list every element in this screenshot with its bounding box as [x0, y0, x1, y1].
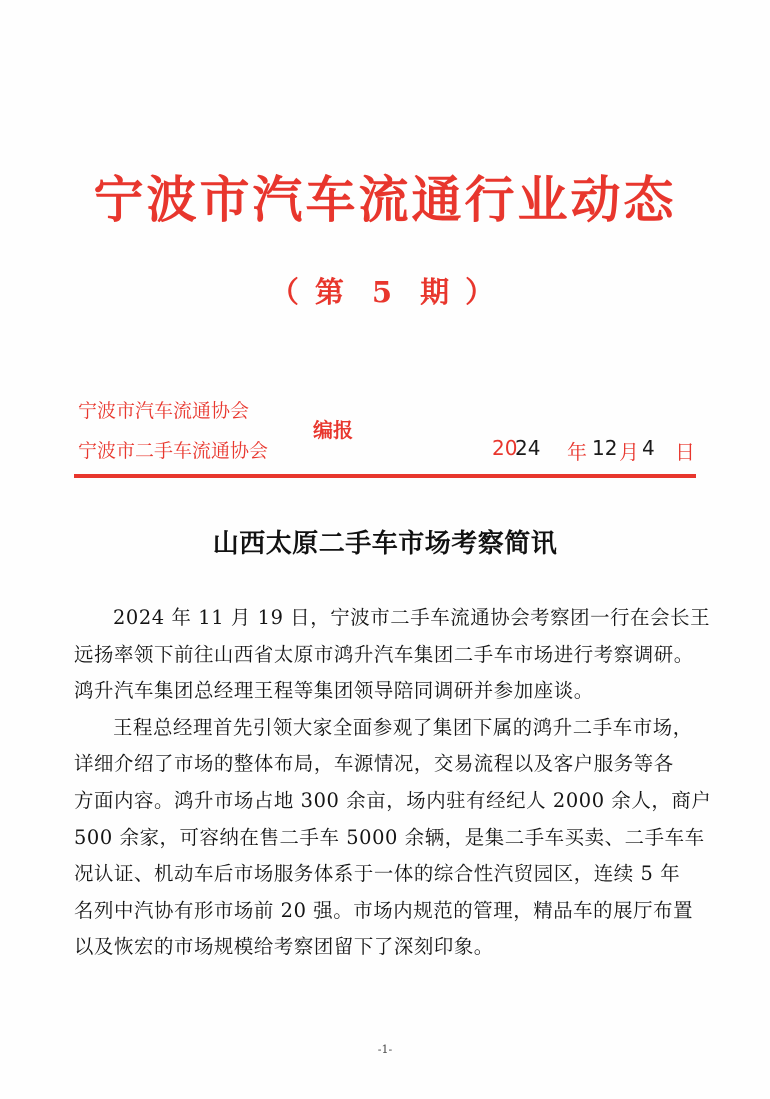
body-line: 况认证、机动车后市场服务体系于一体的综合性汽贸园区，连续 5 年 [74, 862, 681, 886]
date-month: 12 [592, 436, 618, 460]
body-line: 名列中汽协有形市场前 20 强。市场内规范的管理，精品车的展厅布置 [74, 898, 694, 922]
issue-open-paren: （ [269, 275, 305, 309]
date-year-b: 24 [515, 436, 541, 460]
issue-close-paren: ） [465, 275, 501, 309]
body-line: 王程总经理首先引领大家全面参观了集团下属的鸿升二手车市场， [113, 715, 693, 739]
article-body [74, 600, 718, 966]
publisher-1: 宁波市汽车流通协会 [78, 400, 250, 422]
body-line: 以及恢宏的市场规模给考察团留下了深刻印象。 [74, 935, 494, 959]
date-day-unit: 日 [675, 440, 695, 464]
header-divider [74, 474, 696, 478]
issue-prefix: 第 [314, 275, 350, 309]
body-line: 方面内容。鸿升市场占地 300 余亩，场内驻有经纪人 2000 余人，商户 [74, 788, 712, 812]
date-day: 4 [642, 436, 655, 460]
body-line: 远扬率领下前往山西省太原市鸿升汽车集团二手车市场进行考察调研。 [74, 642, 694, 666]
issue-value: 5 [371, 275, 399, 309]
date-year-a: 20 [492, 436, 518, 460]
page-number: -1- [377, 1043, 393, 1056]
issue-suffix: 期 [420, 275, 456, 309]
body-line: 2024 年 11 月 19 日，宁波市二手车流通协会考察团一行在会长王 [113, 606, 711, 629]
compile-label: 编报 [313, 418, 353, 442]
article-title: 山西太原二手车市场考察简讯 [212, 529, 558, 559]
body-line: 500 余家，可容纳在售二手车 5000 余辆，是集二手车买卖、二手车车 [74, 825, 705, 849]
publisher-2: 宁波市二手车流通协会 [78, 440, 269, 462]
date-year-unit: 年 [567, 440, 587, 464]
masthead-title: 宁波市汽车流通行业动态 [93, 170, 677, 229]
body-line: 鸿升汽车集团总经理王程等集团领导陪同调研并参加座谈。 [74, 679, 594, 703]
issue-number [0, 270, 770, 311]
body-line: 详细介绍了市场的整体布局，车源情况，交易流程以及客户服务等各 [74, 752, 674, 776]
date-month-unit: 月 [619, 440, 639, 464]
